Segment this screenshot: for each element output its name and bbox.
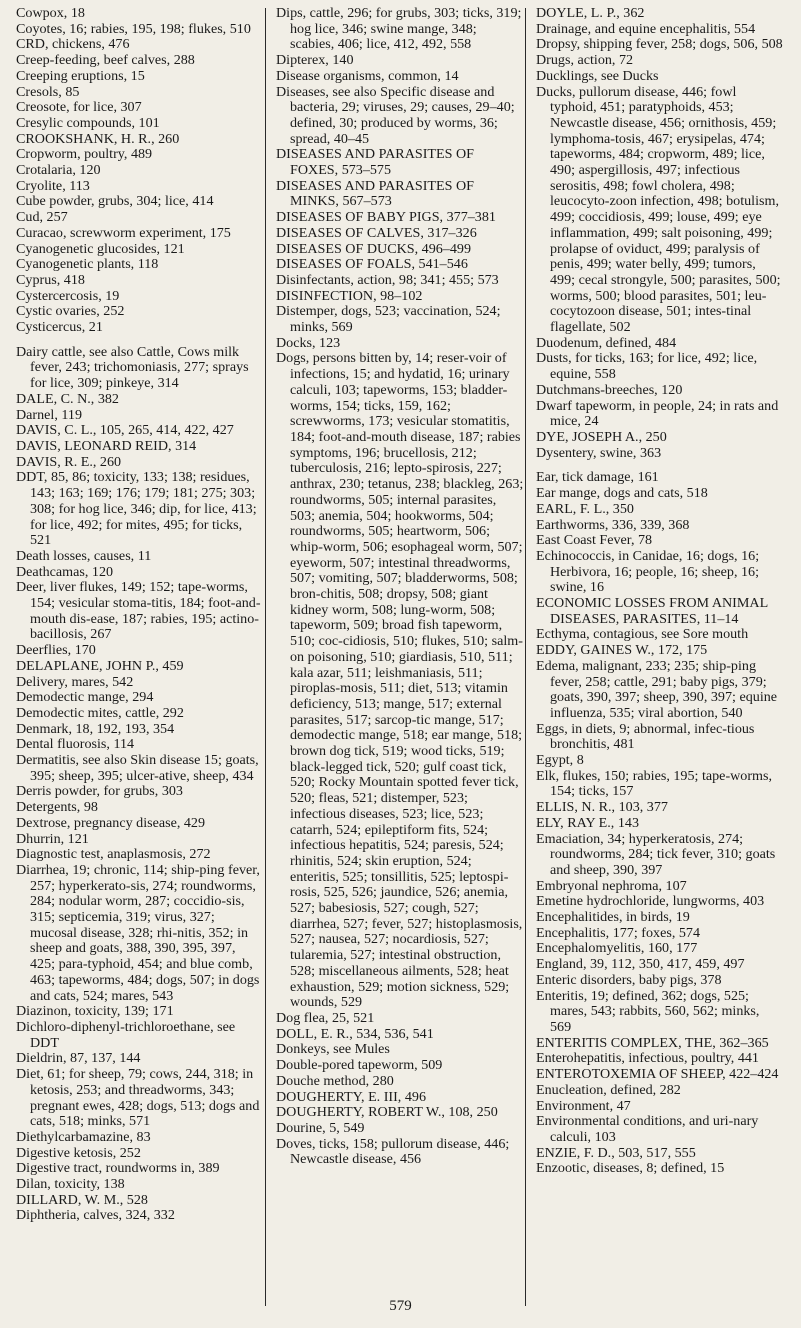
index-column-2 [276, 6, 524, 1168]
index-entry: Diphtheria, calves, 324, 332 [16, 1207, 175, 1224]
index-entry: Cyprus, 418 [16, 271, 85, 288]
page-number: 579 [389, 1298, 412, 1314]
index-entry: Cresols, 85 [16, 83, 80, 100]
index-entry: Dogs, persons bitten by, 14; reser-voir of infections, 15; and hydatid, 16; urinary calculi, 103; tapeworms, 153; bladder-worms, 154; ticks, 159, 162; screwworms, 173; vesicular stomatitis, 184; foot-and-mouth disease, 187; rabies symptoms, 196; brucellosis, 212; tuberculosis, 216; lepto-spirosis, 227; anthrax, 230; tetanus, 238; blackleg, 263; roundworms, 505; internal parasites, 503; anemia, 504; hookworms, 504; roundworms, 505; heartworm, 506; whip-worm, 506; esophageal worm, 507; eyeworm, 507; intestinal threadworms, 507; vomiting, 507; bladderworms, 508; bron-chitis, 508; dropsy, 508; giant kidney worm, 508; lung-worm, 508; tapeworm, 509; broad fish tapeworm, 510; coc-cidiosis, 510; flukes, 510; salm-on poisoning, 510; giardiasis, 510, 511; kala azar, 511; leishmaniasis, 511; piroplas-mosis, 511; diet, 513; vitamin deficiency, 513; mange, 517; external parasites, 517; sarcop-tic mange, 517; demodectic mange, 518; ear mange, 518; brown dog tick, 519; wood ticks, 519; black-legged tick, 520; gulf coast tick, 520; Rocky Mountain spotted fever tick, 520; fleas, 521; distemper, 523; infectious diseases, 523; lice, 523; catarrh, 524; epileptiform fits, 524; infectious hepatitis, 524; paresis, 524; rhinitis, 524; skin eruption, 524; enteritis, 525; tonsillitis, 525; leptospi-rosis, 525, 526; jaundice, 526; anemia, 527; babesiosis, 527; cough, 527; diarrhea, 527; fever, 527; histoplasmosis, 527; nausea, 527; nocardiosis, 527; tularemia, 527; intestinal obstruction, 528; miscellaneous ailments, 528; heat exhaustion, 529; motion sickness, 529; wounds, 529 [276, 350, 524, 1011]
index-entry: ECONOMIC LOSSES FROM ANIMAL DISEASES, PARASITES, 11–14 [536, 595, 768, 627]
index-entry: Distemper, dogs, 523; vaccination, 524; minks, 569 [276, 303, 501, 336]
index-entry: DELAPLANE, JOHN P., 459 [16, 657, 184, 674]
index-entry: Disinfectants, action, 98; 341; 455; 573 [276, 271, 499, 288]
index-entry: Ducklings, see Ducks [536, 67, 659, 84]
index-entry: Curacao, screwworm experiment, 175 [16, 224, 231, 241]
index-entry: Diarrhea, 19; chronic, 114; ship-ping fever, 257; hyperkerato-sis, 274; roundworms, 284; nodular worm, 287; coccidio-sis, 315; septicemia, 319; virus, 327; mucosal disease, 328; rhi-nitis, 352; in sheep and goats, 388, 390, 395, 397, 425; para-typhoid, 454; and blue comb, 463; tapeworms, 484; dogs, 507; in dogs and cats, 524; mares, 543 [16, 861, 260, 1004]
index-entry: Darnel, 119 [16, 406, 83, 423]
index-entry: Diazinon, toxicity, 139; 171 [16, 1003, 174, 1020]
index-entry: Eggs, in diets, 9; abnormal, infec-tious bronchitis, 481 [536, 720, 755, 753]
index-entry: Diet, 61; for sheep, 79; cows, 244, 318; in ketosis, 253; and threadworms, 343; pregnant ewes, 428; dogs, 513; dogs and cats, 518; minks, 571 [16, 1066, 260, 1130]
index-entry: Donkeys, see Mules [276, 1041, 390, 1058]
index-entry: Cysticercus, 21 [16, 319, 103, 336]
index-entry: Egypt, 8 [536, 752, 584, 769]
index-entry: England, 39, 112, 350, 417, 459, 497 [536, 956, 745, 973]
index-entry: Dhurrin, 121 [16, 830, 89, 847]
index-entry: Enteritis, 19; defined, 362; dogs, 525; mares, 543; rabbits, 560, 562; minks, 569 [536, 987, 760, 1035]
index-entry: Elk, flukes, 150; rabies, 195; tape-worms, 154; ticks, 157 [536, 767, 773, 800]
index-entry: Diseases, see also Specific disease and bacteria, 29; viruses, 29; causes, 29–40; defined, 30; produced by worms, 36; spread, 40–45 [276, 83, 515, 147]
index-entry: ENTEROTOXEMIA OF SHEEP, 422–424 [536, 1066, 779, 1083]
index-entry: DAVIS, C. L., 105, 265, 414, 422, 427 [16, 422, 234, 439]
index-entry: Ear, tick damage, 161 [536, 469, 659, 486]
index-entry: Dysentery, swine, 363 [536, 444, 662, 461]
index-entry: Derris powder, for grubs, 303 [16, 783, 183, 800]
index-entry: Echinococcis, in Canidae, 16; dogs, 16; Herbivora, 16; people, 16; sheep, 16; swine, 16 [536, 547, 760, 596]
index-entry: Coyotes, 16; rabies, 195, 198; flukes, 510 [16, 20, 251, 37]
index-entry: DDT, 85, 86; toxicity, 133; 138; residues, 143; 163; 169; 176; 179; 181; 275; 303; 308; for hog lice, 346; dip, for lice, 413; for lice, 492; for mites, 495; for ticks, 521 [16, 469, 257, 549]
index-entry: EARL, F. L., 350 [536, 500, 634, 517]
index-entry: Encephalomyelitis, 160, 177 [536, 940, 698, 957]
index-entry: Dental fluorosis, 114 [16, 736, 135, 753]
index-entry: Embryonal nephroma, 107 [536, 877, 687, 894]
index-entry: Diagnostic test, anaplasmosis, 272 [16, 846, 211, 863]
index-entry: Environmental conditions, and uri-nary calculi, 103 [536, 1113, 759, 1145]
index-entry: Dilan, toxicity, 138 [16, 1176, 125, 1193]
index-entry: Dourine, 5, 549 [276, 1119, 365, 1136]
index-entry: Demodectic mites, cattle, 292 [16, 704, 184, 721]
index-entry: Dipterex, 140 [276, 52, 354, 69]
column-rule [525, 8, 526, 1306]
index-entry: ENTERITIS COMPLEX, THE, 362–365 [536, 1034, 769, 1051]
index-entry: DILLARD, W. M., 528 [16, 1191, 148, 1208]
index-entry: DAVIS, LEONARD REID, 314 [16, 437, 197, 454]
index-entry: DOLL, E. R., 534, 536, 541 [276, 1025, 434, 1042]
index-entry: CROOKSHANK, H. R., 260 [16, 130, 180, 147]
index-entry: DISEASES AND PARASITES OF MINKS, 567–573 [276, 177, 475, 210]
index-entry: Deer, liver flukes, 149; 152; tape-worms, 154; vesicular stoma-titis, 184; foot-and-mouth dis-ease, 187; rabies, 195; actino-bacillosis, 267 [16, 579, 261, 643]
index-entry: Deathcamas, 120 [16, 563, 114, 580]
index-entry: Cyanogenetic glucosides, 121 [16, 240, 185, 257]
index-entry: CRD, chickens, 476 [16, 36, 130, 53]
index-entry: Ecthyma, contagious, see Sore mouth [536, 626, 749, 643]
index-entry: ENZIE, F. D., 503, 517, 555 [536, 1144, 696, 1161]
index-entry: Dutchmans-breeches, 120 [536, 381, 683, 398]
index-entry: Doves, ticks, 158; pullorum disease, 446; Newcastle disease, 456 [276, 1135, 510, 1168]
index-entry: Ear mange, dogs and cats, 518 [536, 485, 708, 502]
index-entry: Enzootic, diseases, 8; defined, 15 [536, 1160, 725, 1177]
index-entry: DAVIS, R. E., 260 [16, 453, 122, 470]
index-entry: Creep-feeding, beef calves, 288 [16, 52, 195, 69]
column-rule [265, 8, 266, 1306]
index-entry: ELLIS, N. R., 103, 377 [536, 799, 668, 816]
index-entry: Crotalaria, 120 [16, 162, 101, 179]
index-entry: Demodectic mange, 294 [16, 689, 154, 706]
index-entry: Creosote, for lice, 307 [16, 99, 142, 116]
index-entry: Cystic ovaries, 252 [16, 303, 125, 320]
index-entry: Enteric disorders, baby pigs, 378 [536, 971, 722, 988]
index-entry: DOYLE, L. P., 362 [536, 5, 645, 21]
index-entry: Dermatitis, see also Skin disease 15; goats, 395; sheep, 395; ulcer-ative, sheep, 434 [16, 752, 259, 784]
index-entry: Drainage, and equine encephalitis, 554 [536, 20, 756, 37]
index-entry: DALE, C. N., 382 [16, 390, 119, 407]
index-entry: DISEASES OF CALVES, 317–326 [276, 224, 477, 241]
index-entry: Digestive ketosis, 252 [16, 1144, 141, 1161]
index-entry: Ducks, pullorum disease, 446; fowl typhoid, 451; paratyphoids, 453; Newcastle disease, 456; ornithosis, 459; lymphoma-tosis, 467; erysipelas, 474; tapeworms, 484; cropworm, 489; lice, 490; aspergillosis, 497; infectious serositis, 498; fowl cholera, 498; leucocyto-zoon infection, 498; botulism, 499; coccidiosis, 499; louse, 499; eye inflammation, 499; salt poisoning, 499; prolapse of oviduct, 499; paralysis of penis, 499; water belly, 499; tumors, 499; cecal strongyle, 500; parasites, 500; worms, 500; blood parasites, 501; leu-cocytozoon disease, 501; intes-tinal flagellate, 502 [536, 83, 781, 336]
index-entry: DISEASES OF BABY PIGS, 377–381 [276, 209, 496, 226]
index-entry: Dairy cattle, see also Cattle, Cows milk fever, 243; trichomoniasis, 277; sprays for lice, 309; pinkeye, 314 [16, 343, 249, 392]
index-entry: East Coast Fever, 78 [536, 532, 653, 549]
index-entry: Cropworm, poultry, 489 [16, 146, 153, 163]
index-entry: Encephalitides, in birds, 19 [536, 909, 690, 926]
index-entry: Cystercercosis, 19 [16, 287, 120, 304]
index-entry: Death losses, causes, 11 [16, 547, 152, 564]
index-entry: Dropsy, shipping fever, 258; dogs, 506, 508 [536, 36, 783, 53]
index-entry: Cube powder, grubs, 304; lice, 414 [16, 193, 214, 210]
index-column-1 [16, 6, 264, 1224]
index-entry: Cyanogenetic plants, 118 [16, 256, 159, 273]
index-entry: Dichloro-diphenyl-trichloroethane, see DDT [16, 1019, 236, 1051]
index-entry: Earthworms, 336, 339, 368 [536, 516, 690, 533]
index-entry: Environment, 47 [536, 1097, 631, 1114]
index-entry: Dusts, for ticks, 163; for lice, 492; lice, equine, 558 [536, 350, 758, 383]
index-entry: Cryolite, 113 [16, 177, 90, 194]
index-entry: Cowpox, 18 [16, 5, 85, 21]
index-entry: Cresylic compounds, 101 [16, 114, 160, 131]
index-entry: DISEASES AND PARASITES OF FOXES, 573–575 [276, 146, 475, 179]
index-entry: Diethylcarbamazine, 83 [16, 1128, 151, 1145]
index-entry: Enterohepatitis, infectious, poultry, 441 [536, 1050, 759, 1067]
index-entry: Dog flea, 25, 521 [276, 1010, 375, 1026]
index-entry: EDDY, GAINES W., 172, 175 [536, 642, 708, 659]
index-entry: Cud, 257 [16, 209, 68, 226]
index-entry: Edema, malignant, 233; 235; ship-ping fever, 258; cattle, 291; baby pigs, 379; goats, 390, 397; sheep, 390, 397; equine influenza, 535; viral abortion, 540 [536, 657, 778, 721]
index-entry: DISEASES OF FOALS, 541–546 [276, 256, 468, 273]
index-entry: DYE, JOSEPH A., 250 [536, 428, 667, 445]
index-entry: Denmark, 18, 192, 193, 354 [16, 720, 175, 737]
index-entry: Double-pored tapeworm, 509 [276, 1057, 443, 1074]
index-entry: Dextrose, pregnancy disease, 429 [16, 814, 206, 831]
index-entry: DOUGHERTY, ROBERT W., 108, 250 [276, 1104, 498, 1121]
index-entry: Enucleation, defined, 282 [536, 1081, 681, 1098]
index-entry: Detergents, 98 [16, 799, 98, 816]
index-entry: DISEASES OF DUCKS, 496–499 [276, 240, 471, 257]
index-entry: Digestive tract, roundworms in, 389 [16, 1160, 220, 1177]
index-entry: DOUGHERTY, E. III, 496 [276, 1088, 426, 1105]
index-entry: Emetine hydrochloride, lungworms, 403 [536, 893, 765, 910]
index-entry: Deerflies, 170 [16, 642, 96, 659]
index-entry: Duodenum, defined, 484 [536, 334, 677, 351]
index-entry: Creeping eruptions, 15 [16, 67, 145, 84]
index-entry: Drugs, action, 72 [536, 52, 634, 69]
index-entry: Dips, cattle, 296; for grubs, 303; ticks, 319; hog lice, 346; swine mange, 348; scabies, 406; lice, 412, 492, 558 [276, 5, 522, 53]
index-entry: DISINFECTION, 98–102 [276, 287, 423, 304]
index-entry: Emaciation, 34; hyperkeratosis, 274; roundworms, 284; tick fever, 310; goats and sheep, 390, 397 [536, 830, 776, 878]
index-entry: Encephalitis, 177; foxes, 574 [536, 924, 701, 941]
index-column-3 [536, 6, 784, 1177]
index-entry: ELY, RAY E., 143 [536, 814, 639, 831]
index-entry: Delivery, mares, 542 [16, 673, 134, 690]
index-entry: Dieldrin, 87, 137, 144 [16, 1050, 141, 1067]
index-entry: Dwarf tapeworm, in people, 24; in rats and mice, 24 [536, 397, 779, 430]
index-entry: Disease organisms, common, 14 [276, 67, 459, 84]
index-entry: Docks, 123 [276, 334, 341, 351]
index-entry: Douche method, 280 [276, 1072, 394, 1089]
